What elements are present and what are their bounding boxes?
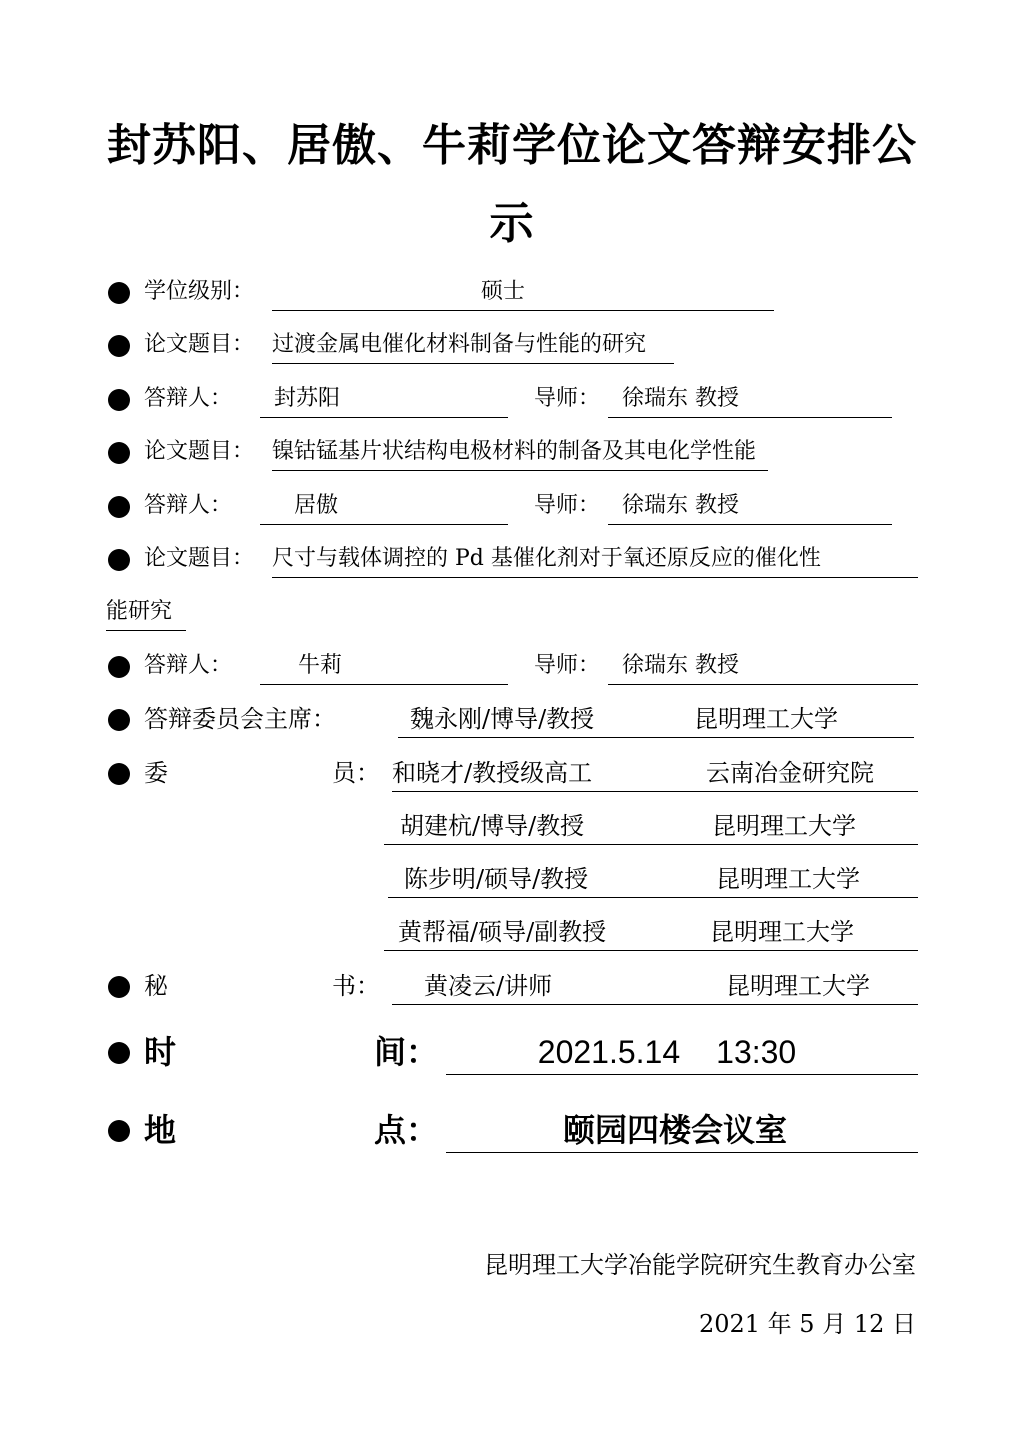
degree-value: 硕士 [272,274,774,311]
committee-member-row-1 [108,755,920,795]
thesis-3-people-row [108,648,920,688]
page-title-line-1: 封苏阳、居傲、牛莉学位论文答辩安排公 [107,120,917,171]
time-label-1: 时 [144,1033,177,1071]
bullet-icon [108,709,130,731]
degree-row [108,274,920,314]
thesis-1-title: 过渡金属电催化材料制备与性能的研究 [272,327,674,364]
committee-member-1 [392,755,918,792]
place-value: 颐园四楼会议室 [446,1108,918,1153]
bullet-icon [108,763,130,785]
bullet-icon [108,282,130,304]
member-org: 昆明理工大学 [712,812,856,840]
thesis-3-advisor: 徐瑞东 教授 [608,648,918,685]
time-label-2: 间： [374,1033,439,1071]
committee-chair-row [108,701,920,741]
secretary-row [108,968,920,1008]
member-name: 黄帮福/硕导/副教授 [398,918,607,946]
thesis-3-title-line-1: 尺寸与载体调控的 Pd 基催化剂对于氧还原反应的催化性 [272,541,918,578]
member-name: 陈步明/硕导/教授 [404,865,589,893]
thesis-1-advisor: 徐瑞东 教授 [608,381,892,418]
bullet-icon [108,389,130,411]
page-title-line-2: 示 [489,198,535,249]
chair-org: 昆明理工大学 [694,705,838,733]
member-name: 和晓才/教授级高工 [392,759,593,787]
member-org: 昆明理工大学 [710,918,854,946]
bullet-icon [108,976,130,998]
secretary-org: 昆明理工大学 [726,972,870,1000]
thesis-title-label: 论文题目： [144,332,255,357]
defender-label: 答辩人： [144,386,233,411]
thesis-1-people-row [108,381,920,421]
advisor-label: 导师： [534,493,601,518]
thesis-2-title-row [108,434,920,474]
place-label-1: 地 [144,1111,177,1149]
chair-name: 魏永刚/博导/教授 [410,705,595,733]
place-label-2: 点： [374,1111,439,1149]
thesis-1-title-row [108,327,920,367]
thesis-2-advisor: 徐瑞东 教授 [608,488,892,525]
secretary-name: 黄凌云/讲师 [424,972,553,1000]
defender-label: 答辩人： [144,493,233,518]
committee-member-4 [384,914,918,951]
defender-label: 答辩人： [144,653,233,678]
committee-chair [398,701,914,738]
thesis-3-defender: 牛莉 [260,648,508,685]
time-value [446,1030,918,1075]
degree-label: 学位级别： [144,279,255,304]
bullet-icon [108,1042,130,1064]
bullet-icon [108,496,130,518]
committee-member-3 [388,861,918,898]
thesis-title-label: 论文题目： [144,439,255,464]
member-name: 胡建杭/博导/教授 [400,812,585,840]
issuing-office: 昆明理工大学冶能学院研究生教育办公室 [484,1251,916,1279]
committee-member-2 [384,808,918,845]
thesis-2-defender: 居傲 [260,488,508,525]
secretary [392,968,918,1005]
clock-value: 13:30 [716,1034,797,1070]
member-org: 昆明理工大学 [716,865,860,893]
bullet-icon [108,442,130,464]
committee-member-row-3 [108,861,920,901]
thesis-3-title-continuation-row [106,594,918,634]
member-org: 云南冶金研究院 [706,759,874,787]
members-label-1: 委 [144,759,168,787]
date-value: 2021.5.14 [537,1034,681,1070]
time-row [108,1030,920,1070]
thesis-title-label: 论文题目： [144,546,255,571]
thesis-2-people-row [108,488,920,528]
advisor-label: 导师： [534,386,601,411]
secretary-label-2: 书： [332,972,380,1000]
bullet-icon [108,656,130,678]
thesis-1-defender: 封苏阳 [260,381,508,418]
issue-date: 2021 年 5 月 12 日 [698,1310,916,1338]
bullet-icon [108,1120,130,1142]
thesis-3-title-line-2: 能研究 [106,594,186,631]
bullet-icon [108,549,130,571]
bullet-icon [108,335,130,357]
place-row [108,1108,920,1148]
committee-chair-label: 答辩委员会主席： [144,705,336,733]
thesis-3-title-row [108,541,920,581]
committee-member-row-2 [108,808,920,848]
advisor-label: 导师： [534,653,601,678]
thesis-2-title: 镍钴锰基片状结构电极材料的制备及其电化学性能 [272,434,768,471]
secretary-label-1: 秘 [144,972,168,1000]
members-label-2: 员： [332,759,380,787]
committee-member-row-4 [108,914,920,954]
